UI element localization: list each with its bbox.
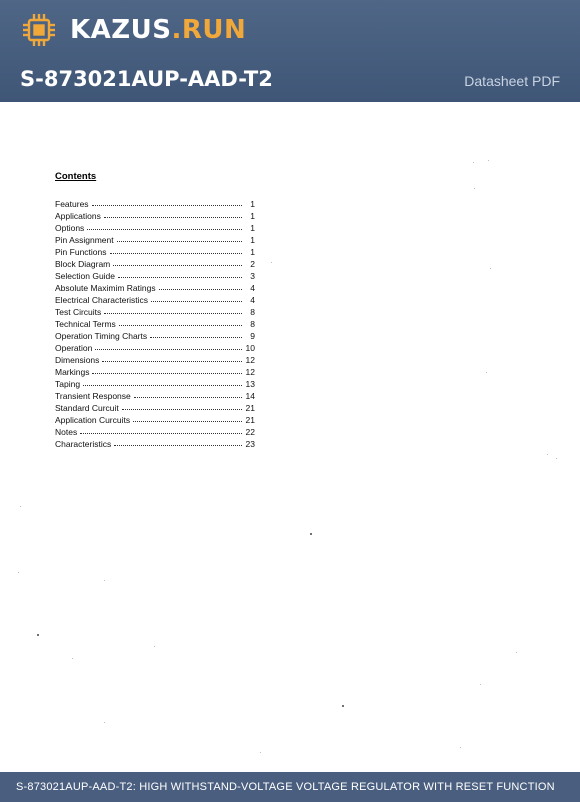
toc-entry-label: Absolute Maximim Ratings	[55, 283, 156, 293]
toc-dot-leader	[92, 366, 242, 374]
toc-entry-label: Pin Assignment	[55, 235, 114, 245]
toc-entry-page: 8	[250, 307, 255, 317]
toc-dot-leader	[133, 414, 242, 422]
toc-heading: Contents	[55, 171, 97, 182]
toc-dot-leader	[102, 354, 242, 362]
toc-dot-leader	[119, 318, 242, 326]
toc-entry-label: Selection Guide	[55, 271, 116, 281]
toc-entry-page: 1	[250, 235, 255, 245]
toc-entry	[55, 438, 255, 450]
toc-entry-label: Features	[55, 199, 89, 209]
toc-entry-page: 13	[245, 379, 255, 389]
toc-entry-page: 22	[245, 427, 255, 437]
toc-entry-label: Operation Timing Charts	[55, 331, 148, 341]
toc-entry-label: Electrical Characteristics	[55, 295, 149, 305]
toc-entry-page: 23	[245, 439, 255, 449]
toc-entry	[55, 294, 255, 306]
toc-entry-page: 9	[250, 331, 255, 341]
toc-entry	[55, 258, 255, 270]
toc-dot-leader	[122, 402, 242, 410]
site-footer	[0, 772, 580, 802]
toc-entry	[55, 390, 255, 402]
logo-name: KAZUS	[70, 15, 172, 45]
toc-entry-page: 21	[245, 403, 255, 413]
toc-entry-page: 1	[250, 211, 255, 221]
toc-entry	[55, 198, 255, 210]
toc-dot-leader	[151, 294, 242, 302]
footer-description: S-873021AUP-AAD-T2: HIGH WITHSTAND-VOLTAGE VOLTAGE REGULATOR WITH RESET FUNCTION	[16, 781, 555, 793]
toc-entry	[55, 330, 255, 342]
toc-entry-label: Block Diagram	[55, 259, 111, 269]
toc-entry-label: Dimensions	[55, 355, 100, 365]
toc-entry-page: 3	[250, 271, 255, 281]
document-page	[0, 102, 580, 772]
toc-dot-leader	[80, 426, 242, 434]
toc-entry-label: Technical Terms	[55, 319, 116, 329]
toc-dot-leader	[117, 234, 242, 242]
toc-entry	[55, 210, 255, 222]
toc-entry	[55, 342, 255, 354]
toc-entry-label: Notes	[55, 427, 78, 437]
toc-entry	[55, 366, 255, 378]
toc-dot-leader	[104, 210, 242, 218]
toc-entry	[55, 246, 255, 258]
toc-entry	[55, 426, 255, 438]
toc-entry-page: 12	[245, 355, 255, 365]
toc-entry-page: 4	[250, 283, 255, 293]
toc-dot-leader	[92, 198, 242, 206]
toc-entry-label: Options	[55, 223, 85, 233]
toc-entry-page: 14	[245, 391, 255, 401]
logo-text	[70, 12, 246, 48]
toc-entry-page: 8	[250, 319, 255, 329]
toc-dot-leader	[110, 246, 243, 254]
toc-entry	[55, 270, 255, 282]
toc-entry-label: Standard Curcuit	[55, 403, 119, 413]
document-title: S-873021AUP-AAD-T2	[20, 67, 273, 91]
toc-entry-page: 1	[250, 247, 255, 257]
toc-dot-leader	[150, 330, 242, 338]
toc-dot-leader	[114, 438, 242, 446]
toc-entry-page: 1	[250, 199, 255, 209]
toc-entry	[55, 234, 255, 246]
site-header	[0, 0, 580, 102]
toc-entry	[55, 306, 255, 318]
toc-entry	[55, 354, 255, 366]
toc-entry-label: Characteristics	[55, 439, 112, 449]
toc-list	[55, 198, 255, 450]
toc-entry-page: 21	[245, 415, 255, 425]
toc-entry-label: Taping	[55, 379, 81, 389]
toc-dot-leader	[118, 270, 242, 278]
toc-entry-label: Application Curcuits	[55, 415, 131, 425]
table-of-contents	[55, 170, 255, 450]
chip-icon	[22, 13, 56, 47]
toc-entry-page: 12	[245, 367, 255, 377]
toc-entry-label: Transient Response	[55, 391, 131, 401]
toc-dot-leader	[95, 342, 242, 350]
toc-entry	[55, 282, 255, 294]
toc-entry	[55, 318, 255, 330]
toc-entry	[55, 414, 255, 426]
toc-dot-leader	[113, 258, 242, 266]
toc-entry	[55, 402, 255, 414]
toc-entry-label: Pin Functions	[55, 247, 107, 257]
toc-dot-leader	[87, 222, 242, 230]
toc-entry-label: Operation	[55, 343, 93, 353]
site-logo[interactable]	[22, 12, 246, 48]
toc-dot-leader	[159, 282, 242, 290]
toc-dot-leader	[83, 378, 242, 386]
toc-entry-page: 4	[250, 295, 255, 305]
toc-dot-leader	[104, 306, 242, 314]
document-type-label: Datasheet PDF	[464, 73, 560, 89]
toc-entry	[55, 222, 255, 234]
logo-suffix: .RUN	[171, 15, 247, 45]
toc-entry-page: 10	[245, 343, 255, 353]
toc-entry-page: 1	[250, 223, 255, 233]
toc-entry-page: 2	[250, 259, 255, 269]
toc-entry-label: Applications	[55, 211, 101, 221]
toc-entry-label: Markings	[55, 367, 90, 377]
toc-entry	[55, 378, 255, 390]
toc-dot-leader	[134, 390, 242, 398]
toc-entry-label: Test Circuits	[55, 307, 102, 317]
